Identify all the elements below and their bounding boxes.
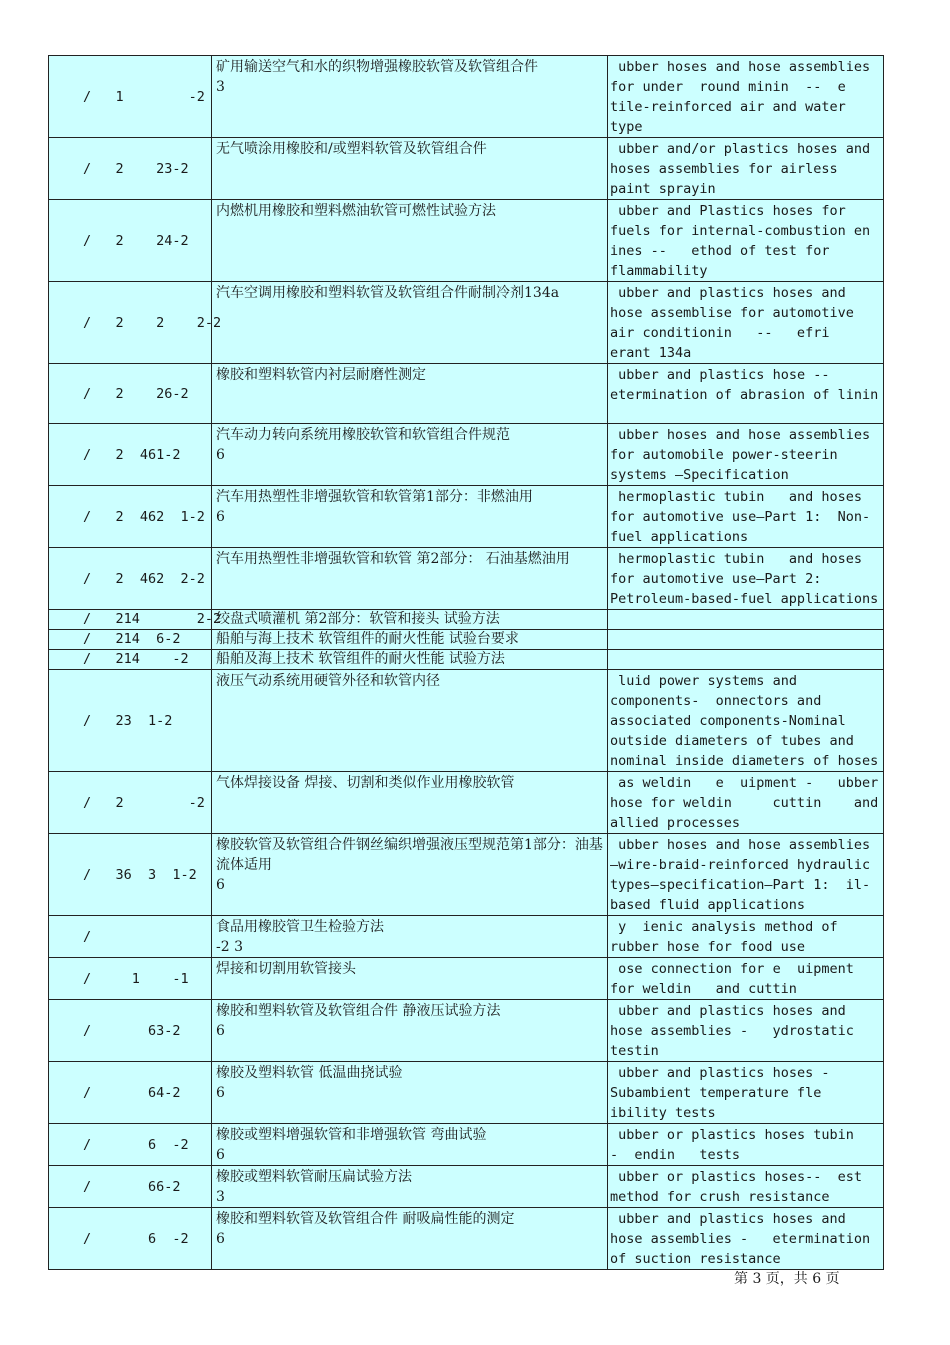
chinese-title: 气体焊接设备 焊接、切割和类似作业用橡胶软管 (216, 775, 515, 791)
english-title: ubber hoses and hose assemblies for automobile power-steerin systems —Specification (608, 424, 884, 486)
standard-code: / 2 -2 (49, 772, 212, 834)
chinese-title-cell (212, 1208, 608, 1270)
english-title: ubber and plastics hoses and hose assemblies - ydrostatic testin (608, 1000, 884, 1062)
chinese-title: 液压气动系统用硬管外径和软管内径 (216, 673, 440, 689)
standard-code: / 2 462 1-2 (49, 486, 212, 548)
chinese-title-cell (212, 1000, 608, 1062)
english-title: ubber and plastics hoses and hose assemblise for automotive air conditionin -- efri erant 134a (608, 282, 884, 364)
chinese-title: 汽车空调用橡胶和塑料软管及软管组合件耐制冷剂134a (216, 285, 560, 301)
chinese-title: 绞盘式喷灌机 第2部分：软管和接头 试验方法 (216, 611, 500, 627)
standard-code: / 2 2 2-2 (49, 282, 212, 364)
chinese-title: 汽车用热塑性非增强软管和软管第1部分：非燃油用 (216, 489, 533, 505)
chinese-title: 橡胶和塑料软管及软管组合件 静液压试验方法 (216, 1003, 501, 1019)
chinese-title-cell (212, 424, 608, 486)
title-suffix: 6 (216, 877, 225, 893)
chinese-title: 汽车用热塑性非增强软管和软管 第2部分： 石油基燃油用 (216, 551, 570, 567)
standard-code: / 2 23-2 (49, 138, 212, 200)
standard-code: / 36 3 1-2 (49, 834, 212, 916)
title-suffix: 6 (216, 509, 225, 525)
standard-code: / 6 -2 (49, 1208, 212, 1270)
chinese-title-cell (212, 486, 608, 548)
chinese-title: 橡胶软管及软管组合件钢丝编织增强液压型规范第1部分：油基流体适用 (216, 837, 603, 873)
title-suffix: 6 (216, 1147, 225, 1163)
chinese-title-cell (212, 282, 608, 364)
chinese-title: 焊接和切割用软管接头 (216, 961, 356, 977)
table-row (49, 630, 884, 650)
english-title: hermoplastic tubin and hoses for automotive use—Part 2: Petroleum-based-fuel applications (608, 548, 884, 610)
chinese-title: 橡胶和塑料软管内衬层耐磨性测定 (216, 367, 426, 383)
standard-code: / 214 -2 (49, 650, 212, 670)
standard-code: / 2 26-2 (49, 364, 212, 424)
english-title: hermoplastic tubin and hoses for automotive use—Part 1: Non-fuel applications (608, 486, 884, 548)
table-row (49, 916, 884, 958)
title-suffix: 6 (216, 447, 225, 463)
chinese-title-cell (212, 1124, 608, 1166)
chinese-title: 橡胶和塑料软管及软管组合件 耐吸扁性能的测定 (216, 1211, 515, 1227)
table-row (49, 1166, 884, 1208)
english-title: ubber and/or plastics hoses and hoses assemblies for airless paint sprayin (608, 138, 884, 200)
title-suffix: 3 (216, 79, 225, 95)
title-suffix: 6 (216, 1231, 225, 1247)
chinese-title-cell (212, 630, 608, 650)
title-suffix: 6 (216, 1085, 225, 1101)
english-title (608, 630, 884, 650)
table-row (49, 424, 884, 486)
chinese-title-cell (212, 138, 608, 200)
standard-code: / 1 -1 (49, 958, 212, 1000)
table-row (49, 958, 884, 1000)
title-suffix: -2 3 (216, 939, 243, 955)
standard-code: / 63-2 (49, 1000, 212, 1062)
table-row (49, 1208, 884, 1270)
chinese-title: 橡胶或塑料软管耐压扁试验方法 (216, 1169, 412, 1185)
english-title: y ienic analysis method of rubber hose for food use (608, 916, 884, 958)
chinese-title: 船舶与海上技术 软管组件的耐火性能 试验台要求 (216, 631, 519, 647)
chinese-title-cell (212, 650, 608, 670)
chinese-title-cell (212, 610, 608, 630)
standard-code: / 2 462 2-2 (49, 548, 212, 610)
english-title: ubber hoses and hose assemblies for under round minin -- e tile-reinforced air and water type (608, 56, 884, 138)
standard-code: / 66-2 (49, 1166, 212, 1208)
chinese-title: 内燃机用橡胶和塑料燃油软管可燃性试验方法 (216, 203, 496, 219)
english-title: ubber or plastics hoses-- est method for crush resistance (608, 1166, 884, 1208)
table-row (49, 138, 884, 200)
chinese-title: 橡胶及塑料软管 低温曲挠试验 (216, 1065, 403, 1081)
chinese-title: 橡胶或塑料增强软管和非增强软管 弯曲试验 (216, 1127, 487, 1143)
chinese-title: 矿用输送空气和水的织物增强橡胶软管及软管组合件 (216, 59, 538, 75)
chinese-title-cell (212, 200, 608, 282)
english-title: ubber hoses and hose assemblies —wire-braid-reinforced hydraulic types—specification—Part 1: il-based fluid applications (608, 834, 884, 916)
table-row (49, 670, 884, 772)
chinese-title-cell (212, 548, 608, 610)
english-title: ubber or plastics hoses tubin - endin tests (608, 1124, 884, 1166)
table-row (49, 1124, 884, 1166)
table-row (49, 56, 884, 138)
chinese-title-cell (212, 834, 608, 916)
standard-code: / 64-2 (49, 1062, 212, 1124)
english-title: ubber and plastics hose -- etermination of abrasion of linin (608, 364, 884, 424)
english-title: as weldin e uipment - ubber hose for weldin cuttin and allied processes (608, 772, 884, 834)
table-row (49, 650, 884, 670)
english-title (608, 650, 884, 670)
english-title: ubber and plastics hoses - Subambient temperature fle ibility tests (608, 1062, 884, 1124)
table-row (49, 1000, 884, 1062)
standard-code: / 214 2-2 (49, 610, 212, 630)
standards-table (48, 55, 887, 1270)
standard-code: / 6 -2 (49, 1124, 212, 1166)
standard-code: / 23 1-2 (49, 670, 212, 772)
table-row (49, 200, 884, 282)
table-row (49, 772, 884, 834)
chinese-title-cell (212, 364, 608, 424)
table-row (49, 364, 884, 424)
chinese-title-cell (212, 916, 608, 958)
chinese-title-cell (212, 56, 608, 138)
chinese-title: 汽车动力转向系统用橡胶软管和软管组合件规范 (216, 427, 510, 443)
table-row (49, 282, 884, 364)
title-suffix: 3 (216, 1189, 225, 1205)
standard-code: / 1 -2 (49, 56, 212, 138)
english-title: luid power systems and components- onnectors and associated components-Nominal outside diameters of tubes and nominal inside diameters of hoses (608, 670, 884, 772)
table-row (49, 486, 884, 548)
chinese-title: 无气喷涂用橡胶和/或塑料软管及软管组合件 (216, 141, 487, 157)
chinese-title-cell (212, 1166, 608, 1208)
standard-code: / 2 461-2 (49, 424, 212, 486)
table-row (49, 834, 884, 916)
english-title: ose connection for e uipment for weldin and cuttin (608, 958, 884, 1000)
table-row (49, 548, 884, 610)
english-title: ubber and Plastics hoses for fuels for internal-combustion en ines -- ethod of test for flammability (608, 200, 884, 282)
title-suffix: 6 (216, 1023, 225, 1039)
page-footer: 第 3 页，共 6 页 (734, 1271, 840, 1287)
chinese-title-cell (212, 1062, 608, 1124)
chinese-title-cell (212, 772, 608, 834)
standard-code: / (49, 916, 212, 958)
chinese-title: 食品用橡胶管卫生检验方法 (216, 919, 384, 935)
chinese-title-cell (212, 958, 608, 1000)
standard-code: / 214 6-2 (49, 630, 212, 650)
table-row (49, 1062, 884, 1124)
table-row (49, 610, 884, 630)
chinese-title: 船舶及海上技术 软管组件的耐火性能 试验方法 (216, 651, 505, 667)
english-title: ubber and plastics hoses and hose assemblies - etermination of suction resistance (608, 1208, 884, 1270)
english-title (608, 610, 884, 630)
standard-code: / 2 24-2 (49, 200, 212, 282)
chinese-title-cell (212, 670, 608, 772)
